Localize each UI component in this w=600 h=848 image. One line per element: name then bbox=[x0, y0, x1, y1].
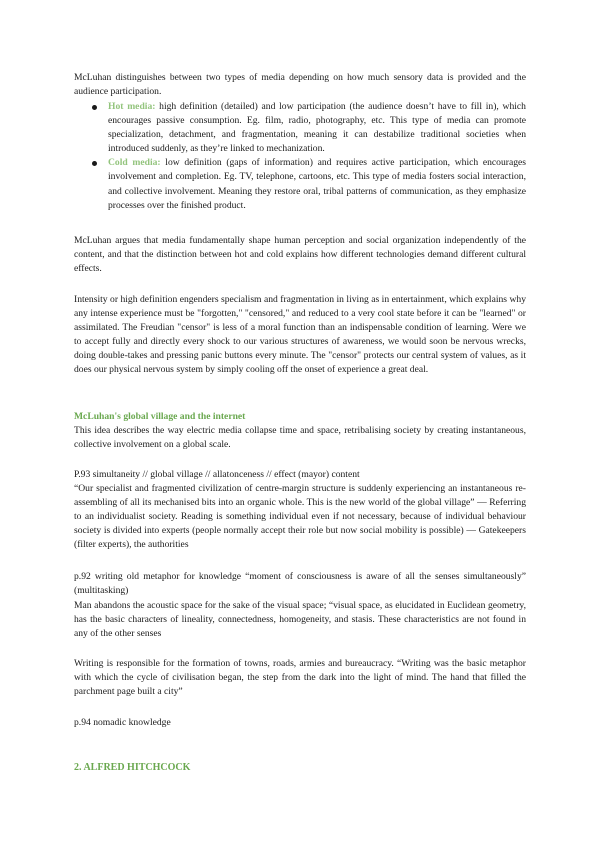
section-heading-hitchcock: 2. ALFRED HITCHCOCK bbox=[74, 762, 191, 773]
p92-line: p.92 writing old metaphor for knowledge “moment of consciousness is aware of all the senses simultaneously” (multitasking) bbox=[74, 571, 526, 597]
hot-media-text: high definition (detailed) and low participation (the audience doesn’t have to fill in), which encourages passive consumption. Eg. film, radio, photography, etc. This type of media can promote specialization, detachment, and fragmentation, meaning it can destabilize traditional societies when introduced suddenly, as they’re linked to mechanization. bbox=[108, 101, 526, 155]
p94-line: p.94 nomadic knowledge bbox=[74, 717, 171, 728]
global-village-heading: McLuhan's global village and the internet bbox=[74, 411, 246, 422]
bullet-icon bbox=[92, 161, 97, 166]
list-item-hot-media bbox=[74, 100, 526, 156]
p93-quote-paragraph: “Our specialist and fragmented civilization of centre-margin structure is suddenly experiencing an instantaneous re-assembling of all its mechanised bits into an organic whole. This is the new world of the global village” — Referring to an individualist society. Reading is something individual even if not necessary, because of individual behaviour society is divided into experts (people normally accept their role but now social mobility is possible) — Gatekeepers (filter experts), the authorities bbox=[74, 483, 526, 551]
hot-media-term: Hot media: bbox=[108, 101, 156, 112]
bullet-icon bbox=[92, 105, 97, 110]
intensity-paragraph: Intensity or high definition engenders specialism and fragmentation in living as in entertainment, which explains why any intense experience must be "forgotten," "censored," and reduced to a very cool state before it can be "learned" or assimilated. The Freudian "censor" is less of a moral function than an indispensable condition of learning. Were we to accept fully and directly every shock to our various structures of awareness, we would soon be nervous wrecks, doing double-takes and pressing panic buttons every minute. The "censor" protects our central system of values, as it does our physical nervous system by simply cooling off the onset of experience a great deal. bbox=[74, 294, 526, 376]
global-village-paragraph: This idea describes the way electric media collapse time and space, retribalising society by creating instantaneous, collective involvement on a global scale. bbox=[74, 425, 526, 451]
writing-paragraph: Writing is responsible for the formation of towns, roads, armies and bureaucracy. “Writing was the basic metaphor with which the cycle of civilisation began, the step from the dark into the light of mind. The hand that filled the parchment page built a city” bbox=[74, 658, 526, 698]
list-item-cold-media bbox=[74, 156, 526, 212]
cold-media-text: low definition (gaps of information) and requires active participation, which encourages involvement and completion. Eg. TV, telephone, cartoons, etc. This type of media fosters social interaction, and collective involvement. Meaning they restore oral, tribal patterns of communication, as they emphasize processes over the finished product. bbox=[108, 157, 526, 211]
p92-paragraph: Man abandons the acoustic space for the sake of the visual space; “visual space, as elucidated in Euclidean geometry, has the basic characters of lineality, connectedness, homogeneity, and stasis. These characteristics are not found in any of the other senses bbox=[74, 600, 526, 640]
media-types-list bbox=[74, 100, 526, 213]
intro-paragraph: McLuhan distinguishes between two types of media depending on how much sensory data is provided and the audience participation. bbox=[74, 72, 526, 98]
argues-paragraph: McLuhan argues that media fundamentally shape human perception and social organization independently of the content, and that the distinction between hot and cold explains how different technologies demand different cultural effects. bbox=[74, 235, 526, 275]
cold-media-term: Cold media: bbox=[108, 157, 161, 169]
p93-line: P.93 simultaneity // global village // allatonceness // effect (mayor) content bbox=[74, 469, 360, 480]
